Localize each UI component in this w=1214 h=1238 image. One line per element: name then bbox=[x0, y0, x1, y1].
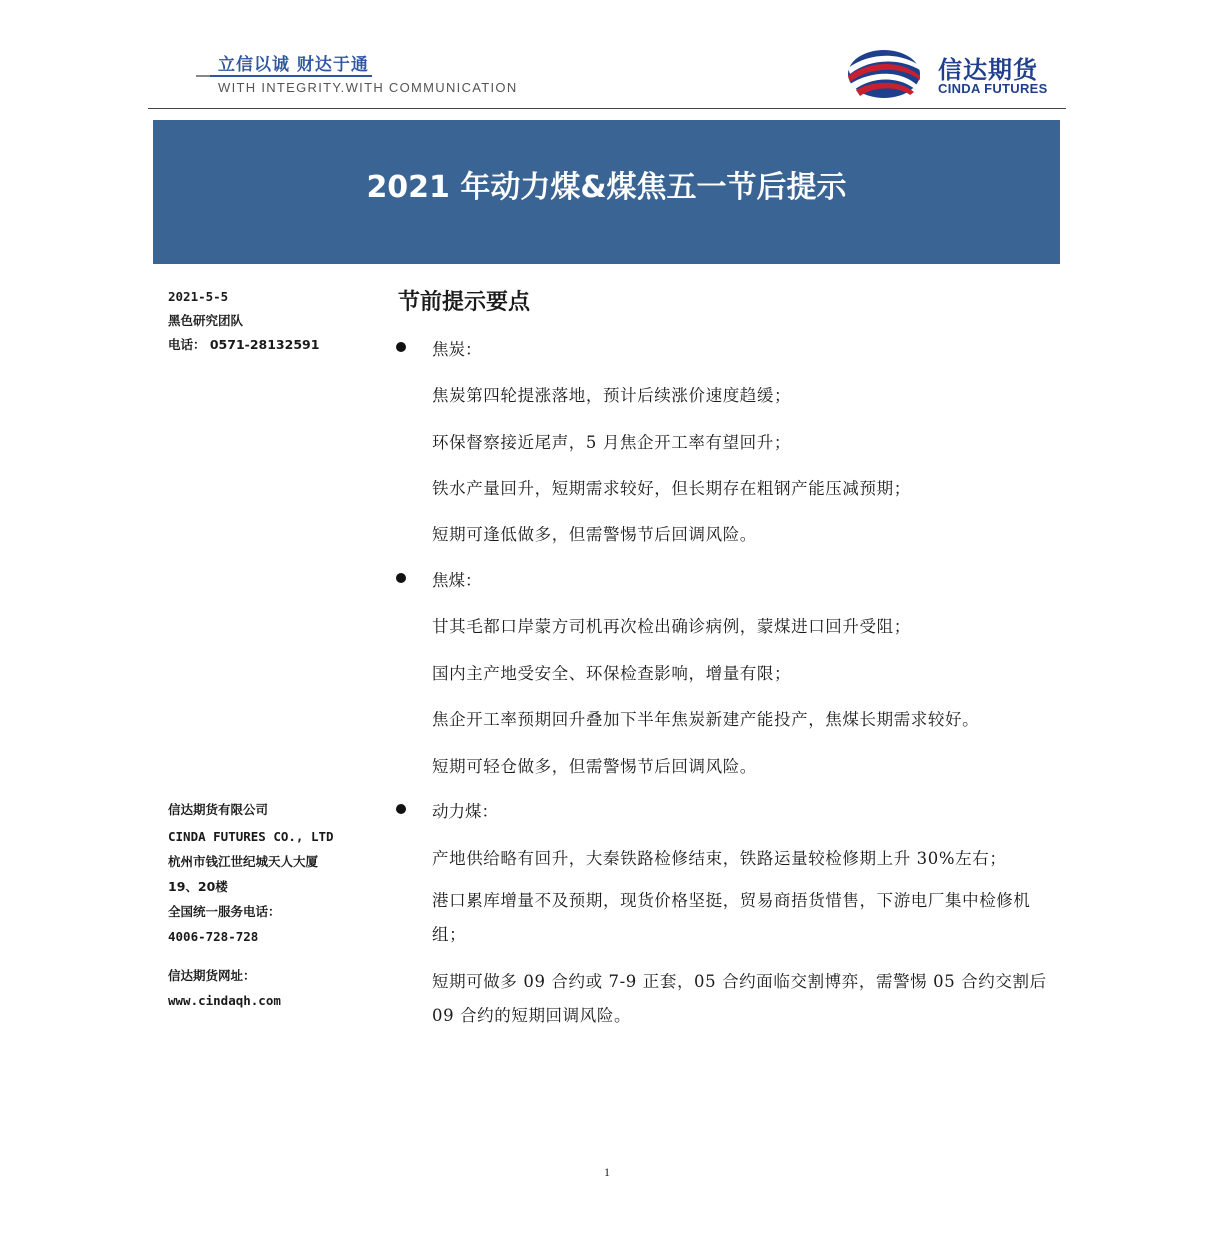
slogan-chinese: 立信以诚 财达于通 bbox=[218, 55, 369, 75]
report-date: 2021-5-5 bbox=[168, 289, 229, 304]
list-item: 国内主产地受安全、环保检查影响，增量有限； bbox=[432, 664, 792, 683]
list-item: 短期可逢低做多，但需警惕节后回调风险。 bbox=[432, 525, 757, 544]
slogan-english: WITH INTEGRITY.WITH COMMUNICATION bbox=[218, 80, 518, 95]
slogan-underline bbox=[196, 75, 372, 77]
list-item: 产地供给略有回升，大秦铁路检修结束，铁路运量较检修期上升 30%左右； bbox=[432, 849, 1007, 868]
report-title: 2021 年动力煤&煤焦五一节后提示 bbox=[366, 170, 847, 205]
hotline-label: 全国统一服务电话： bbox=[168, 904, 281, 919]
logo-chinese-name: 信达期货 bbox=[938, 56, 1038, 84]
company-address: 杭州市钱江世纪城天人大厦 bbox=[168, 854, 319, 869]
list-item: 甘其毛都口岸蒙方司机再次检出确诊病例，蒙煤进口回升受阻； bbox=[432, 617, 911, 636]
header-divider bbox=[148, 108, 1066, 109]
list-item: 铁水产量回升，短期需求较好，但长期存在粗钢产能压减预期； bbox=[432, 479, 911, 498]
list-item: 港口累库增量不及预期，现货价格坚挺，贸易商捂货惜售，下游电厂集中检修机组； bbox=[432, 891, 1031, 944]
bullet-icon bbox=[396, 342, 406, 352]
bullet-icon bbox=[396, 804, 406, 814]
list-item: 短期可做多 09 合约或 7-9 正套，05 合约面临交割博弈，需警惕 05 合约交割后 09 合约的短期回调风险。 bbox=[432, 972, 1047, 1025]
list-item: 焦企开工率预期回升叠加下半年焦炭新建产能投产，焦煤长期需求较好。 bbox=[432, 710, 980, 729]
list-item: 环保督察接近尾声，5 月焦企开工率有望回升； bbox=[432, 433, 791, 452]
section-label-coke: 焦炭： bbox=[432, 340, 482, 359]
team-name: 黑色研究团队 bbox=[168, 313, 244, 328]
title-banner bbox=[153, 120, 1060, 264]
company-name-en: CINDA FUTURES CO., LTD bbox=[168, 829, 334, 844]
company-name-cn: 信达期货有限公司 bbox=[168, 802, 269, 817]
section-heading: 节前提示要点 bbox=[398, 289, 531, 315]
section-label-thermal-coal: 动力煤： bbox=[432, 802, 498, 821]
website-label: 信达期货网址： bbox=[168, 968, 256, 983]
contact-phone: 电话： 0571-28132591 bbox=[168, 337, 320, 352]
page-number: 1 bbox=[604, 1165, 610, 1179]
website-link[interactable]: www.cindaqh.com bbox=[168, 993, 281, 1008]
cinda-globe-logo-icon bbox=[842, 46, 922, 100]
bullet-icon bbox=[396, 573, 406, 583]
hotline-number: 4006-728-728 bbox=[168, 929, 259, 944]
logo-english-name: CINDA FUTURES bbox=[938, 81, 1048, 96]
list-item: 焦炭第四轮提涨落地，预计后续涨价速度趋缓； bbox=[432, 386, 792, 405]
section-label-coking-coal: 焦煤： bbox=[432, 571, 482, 590]
company-address-floor: 19、20楼 bbox=[168, 879, 228, 894]
slogan-underline-accent bbox=[196, 75, 210, 77]
list-item: 短期可轻仓做多，但需警惕节后回调风险。 bbox=[432, 757, 757, 776]
